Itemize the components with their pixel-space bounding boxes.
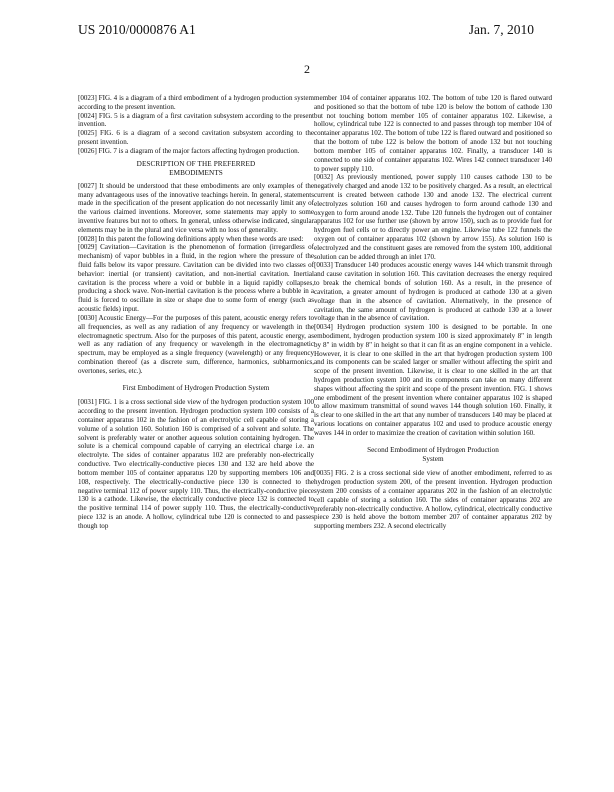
paragraph-0031: [0031] FIG. 1 is a cross sectional side view of the hydrogen production system 100 according to the present invention. Hydrogen production system 100 consists of a container apparatus 102 in the fashion of an electrolytic cell capable of storing a volume of a solution 160. Solution 160 is comprised of a solvent and solute. The solvent is preferably water or another aqueous solution containing hydrogen. The solute is a chemical compound capable of carrying an electrical charge i.e. an electrolyte. The sides of container apparatus 102 are preferably non-electrically conductive. Two electrically-conductive pieces 130 and 132 are held above the bottom member 105 of container apparatus 120 by supporting members 106 and 108, respectively. The electrically-conductive piece 130 is connected to the negative terminal 112 of power supply 110. Thus, the electrically-conductive piece 130 is a cathode. Likewise, the electrically conductive piece 132 is connected to the positive terminal 114 of power supply 110. Thus, the electrically-conductive piece 132 is an anode. A hollow, cylindrical tube 120 is connected to and passes though top	[78, 398, 314, 530]
paragraph-0032: [0032] As previously mentioned, power supply 110 causes cathode 130 to be negatively charged and anode 132 to be positively charged. As a result, an electrical current is created between cathode 130 and anode 132. The electrical current electrolyzes solution 160 and causes hydrogen to form around cathode 130 and oxygen to form around anode 132. Tube 120 funnels the hydrogen out of container apparatus 102 for use further use (shown by arrow 150), such as to provide fuel for hydrogen fuel cells or to directly power an engine. Likewise tube 122 funnels the oxygen out of container apparatus 102 (shown by arrow 155). As solution 160 is electrolyzed and the constituent gases are removed from the system 100, additional solution can be added through an inlet 170.	[314, 173, 552, 261]
page-number: 2	[304, 62, 310, 76]
publication-date: Jan. 7, 2010	[468, 22, 534, 37]
second-embodiment-heading-line2: System	[422, 454, 444, 463]
paragraph-0031-cont: member 104 of container apparatus 102. The bottom of tube 120 is flared outward and positioned so that the bottom of tube 120 is below the bottom of cathode 130 but not touching bottom member 105 of container apparatus 102. Likewise, a hollow, cylindrical tube 122 is connected to and passes through top member 104 of container apparatus 102. The bottom of tube 122 is flared outward and positioned so that the bottom of tube 122 is below the bottom of anode 132 but not touching bottom member 105 of container apparatus 102. Finally, a transducer 140 is connected to one side of container apparatus 102. Wires 142 connect transducer 140 to power supply 110.	[314, 94, 552, 173]
paragraph-0026: [0026] FIG. 7 is a diagram of the major factors affecting hydrogen production.	[78, 146, 300, 155]
second-embodiment-heading	[314, 446, 552, 464]
left-column	[78, 94, 314, 531]
paragraph-0035: [0035] FIG. 2 is a cross sectional side view of another embodiment, referred to as hydrogen production system 200, of the present invention. Hydrogen production system 200 consists of a container apparatus 202 in the fashion of an electrolytic cell capable of storing a solution 160. The sides of container apparatus 202 are preferably non-electrically conductive. A hollow, cylindrical, electrically conductive piece 230 is held above the bottom member 207 of container apparatus 202 by supporting members 232. A second electrically	[314, 469, 552, 531]
section-heading	[78, 160, 314, 178]
paragraph-0034: [0034] Hydrogen production system 100 is designed to be portable. In one embodiment, hydrogen production system 100 is sized approximately 8" in length by 8" in width by 8" in height so that it can fit as an engine component in a vehicle. However, it is clear to one skilled in the art that hydrogen production system 100 and its components can be scaled larger or smaller without affecting the spirit and scope of the present invention. Likewise, it is clear to one skilled in the art that hydrogen production system 100 and its components can take on many different shapes without affecting the spirit and scope of the present invention. FIG. 1 shows one embodiment of the present invention where container apparatus 102 is shaped to allow maximum transmittal of sound waves 144 though solution 160. Finally, it is clear to one skilled in the art that any number of transducers 140 may be placed at various locations on container apparatus 102 and used to produce acoustic energy waves 144 in order to maximize the creation of cavitation within solution 160.	[314, 323, 552, 437]
paragraph-0030: [0030] Acoustic Energy—For the purposes of this patent, acoustic energy refers to all frequencies, as well as any radiation of any frequency or wavelength in the electromagnetic spectrum. Also for the purposes of this patent, acoustic energy, as well as any radiation of any frequency or wavelength in the electromagnetic spectrum, may be employed as a single frequency (wavelength) or any frequency combination thereof (as a discrete sum, difference, harmonics, subharmonics, overtones, series, etc.).	[78, 313, 314, 375]
right-column	[314, 94, 552, 531]
second-embodiment-heading-line1: Second Embodiment of Hydrogen Production	[367, 445, 499, 454]
paragraph-0024: [0024] FIG. 5 is a diagram of a first cavitation subsystem according to the present invention.	[78, 111, 314, 129]
publication-number: US 2010/0000876 A1	[78, 22, 196, 37]
paragraph-0023: [0023] FIG. 4 is a diagram of a third embodiment of a hydrogen production system according to the present invention.	[78, 94, 314, 111]
first-embodiment-heading: First Embodiment of Hydrogen Production System	[122, 383, 270, 392]
section-heading-line2: EMBODIMENTS	[169, 168, 223, 177]
paragraph-0027: [0027] It should be understood that these embodiments are only examples of the many advantageous uses of the innovative teachings herein. In general, statements made in the specification of the present application do not necessarily limit any of the various claimed inventions. Moreover, some statements may apply to some inventive features but not to others. In general, unless otherwise indicated, singular elements may be in the plural and vice versa with no loss of generality.	[78, 181, 314, 234]
page-header	[78, 22, 534, 44]
paragraph-0033: [0033] Transducer 140 produces acoustic energy waves 144 which transmit through and cause cavitation in solution 160. This cavitation decreases the energy required to break the chemical bonds of solution 160. As a result, in the presence of cavitation, a greater amount of hydrogen is produced at cathode 130 at a given voltage than in the absence of cavitation. Alternatively, in the presence of cavitation, the same amount of hydrogen is produced at cathode 130 at a lower voltage than in the absence of cavitation.	[314, 261, 552, 323]
paragraph-0025: [0025] FIG. 6 is a diagram of a second cavitation subsystem according to the present invention.	[78, 129, 314, 147]
paragraph-0029: [0029] Cavitation—Cavitation is the phenomenon of formation (irregardless of mechanism) of vapor bubbles in a fluid, in the region where the pressure of the fluid falls below its vapor pressure. Cavitation can be divided into two classes of behavior: inertial (or transient) cavitation, and non-inertial cavitation. Inertial cavitation is the process where a void or bubble in a liquid rapidly collapses, producing a shock wave. Non-inertial cavitation is the process where a bubble in a fluid is forced to oscillate in size or shape due to some form of energy (such as acoustic fields) input.	[78, 243, 314, 314]
section-heading-line1: DESCRIPTION OF THE PREFERRED	[136, 159, 256, 168]
paragraph-0028: [0028] In this patent the following definitions apply when these words are used:	[78, 234, 304, 243]
